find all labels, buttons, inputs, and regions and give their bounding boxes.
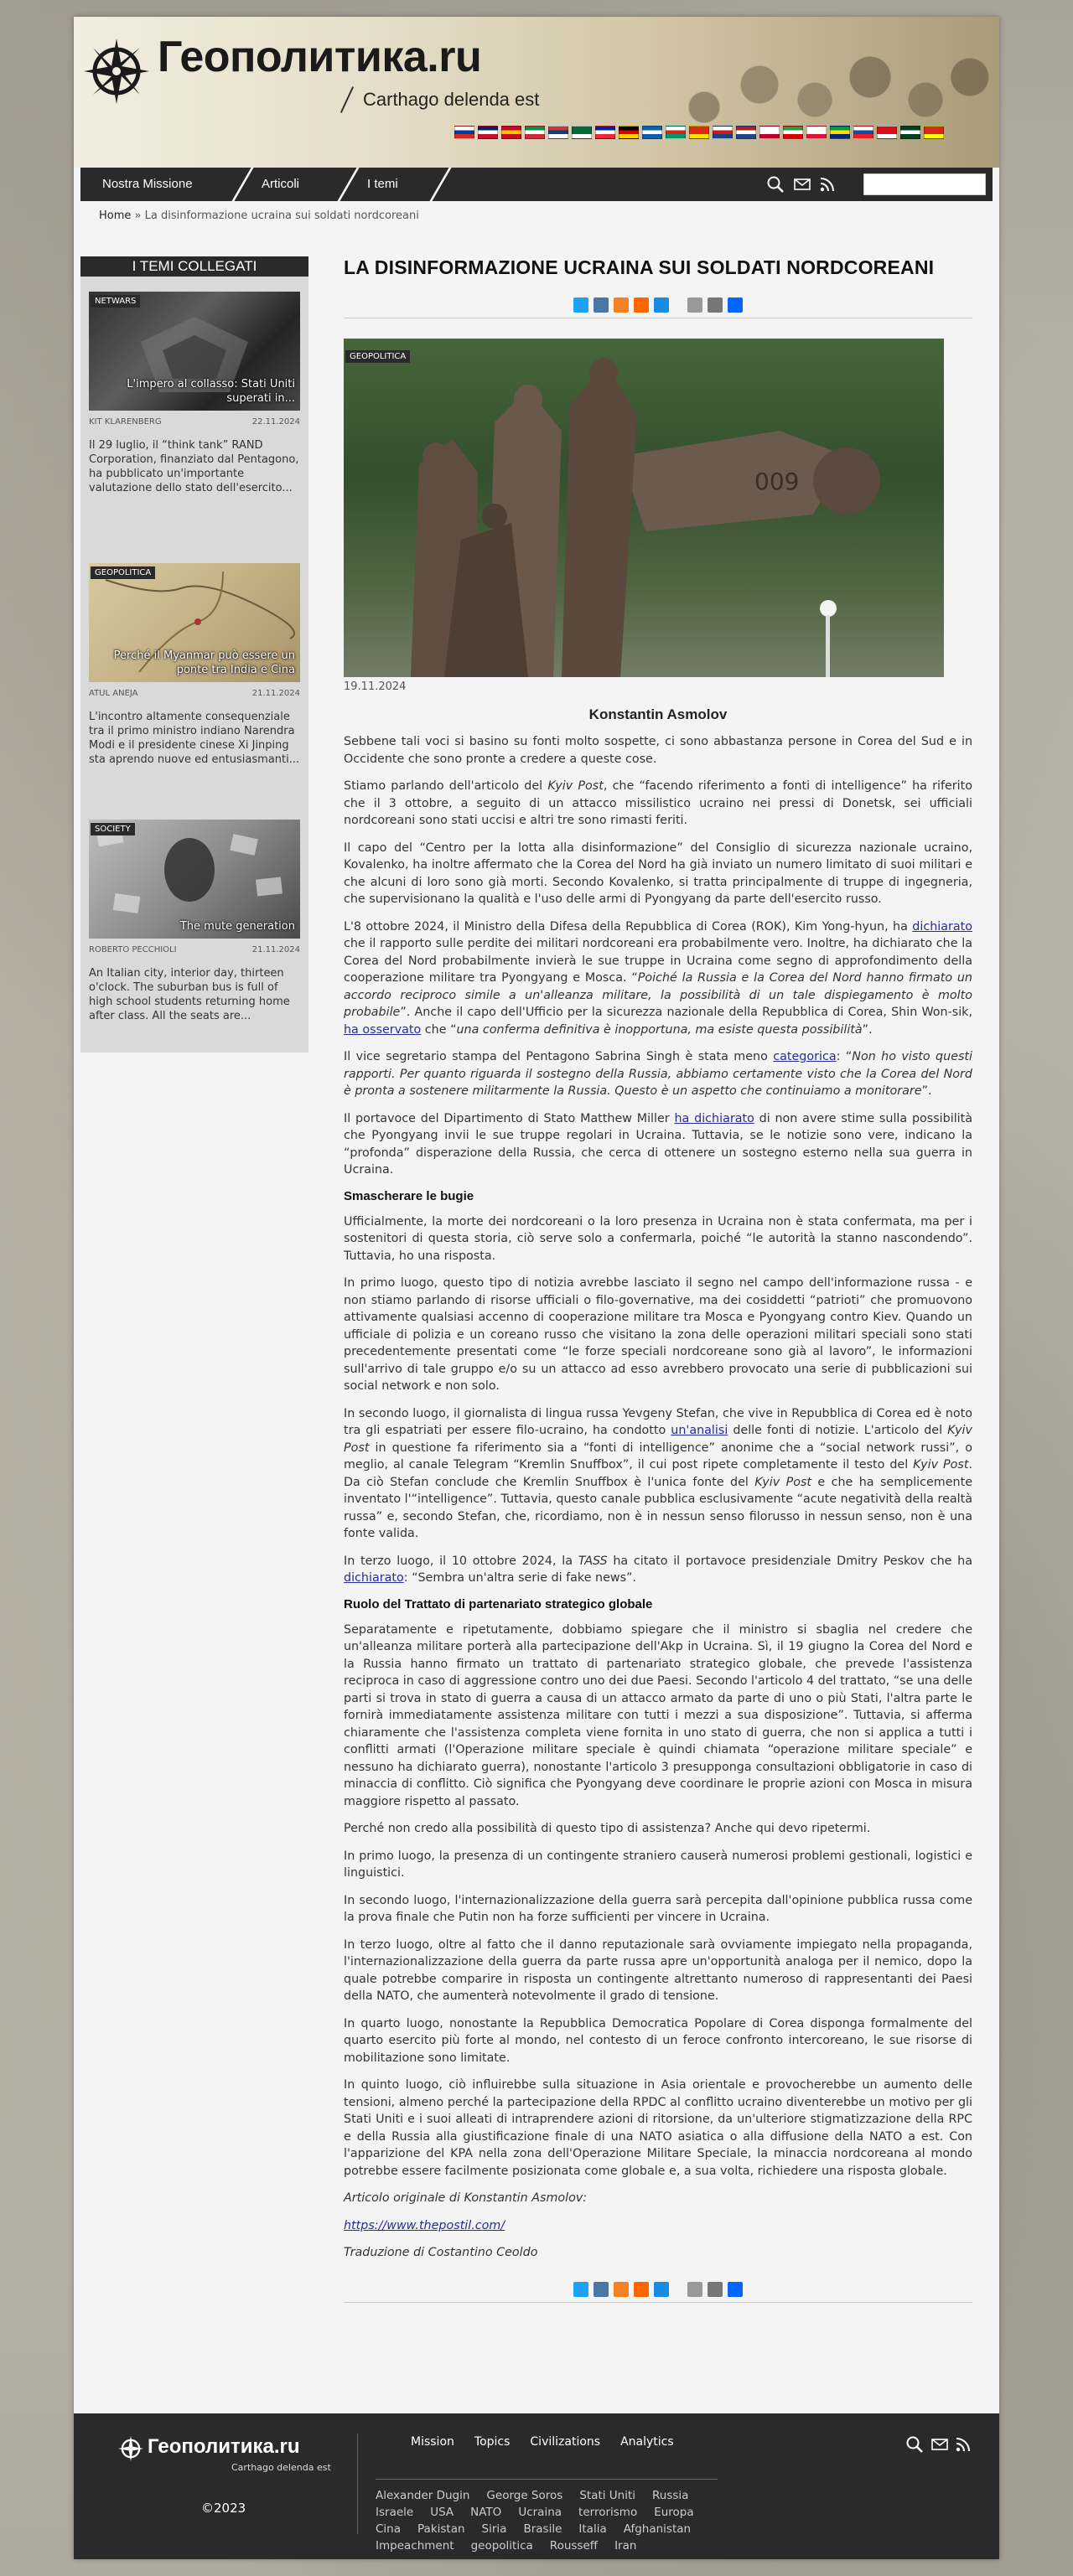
related-card[interactable] bbox=[89, 292, 300, 495]
footer-link-mission[interactable]: Mission bbox=[411, 2435, 454, 2449]
language-flag-icon[interactable] bbox=[501, 126, 521, 139]
share-button-icon[interactable] bbox=[654, 297, 669, 313]
related-card-image[interactable] bbox=[89, 563, 300, 682]
share-button-icon[interactable] bbox=[687, 2282, 702, 2297]
paragraph: L'8 ottobre 2024, il Ministro della Difesa della Repubblica di Corea (ROK), Kim Yong-hyun, ha dichiarato che il rapporto sulle perdite dei militari nordcoreani era probabilmente vero. Inoltre, ha dichiarato che la Corea del Nord probabilmente invierà le sue truppe in Ucraina come segno di approfondimento della cooperazione militare tra Pyongyang e Mosca. “Poiché la Russia e la Corea del Nord hanno firmato un accordo reciproco simile a un'alleanza militare, la possibilità di un tale dispiegamento è molto probabile”. Anche il capo dell'Ufficio per la sicurezza nazionale della Repubblica di Corea, Shin Won-sik, ha osservato che “una conferma definitiva è inopportuna, ma esiste questa possibilità”. bbox=[344, 919, 972, 1037]
footer-tag-link[interactable]: Stati Uniti bbox=[579, 2489, 636, 2502]
breadcrumb bbox=[99, 209, 419, 222]
footer-tag-link[interactable]: Pakistan bbox=[417, 2522, 465, 2536]
share-button-icon[interactable] bbox=[708, 2282, 723, 2297]
paragraph: Sebbene tali voci si basino su fonti molto sospette, ci sono abbastanza persone in Corea del Sud e in Occidente che sono pronte a credere a queste cose. bbox=[344, 735, 972, 766]
footer-tag-link[interactable]: Afghanistan bbox=[623, 2522, 692, 2536]
paragraph: Il vice segretario stampa del Pentagono Sabrina Singh è stata meno categorica: “Non ho visto questi rapporti. Per quanto riguarda il sostegno della Russia, abbiamo certamente visto che la Corea del Nord è pronta a sostenere militarmente la Russia. Questo è un aspetto che continuiamo a monitorare”. bbox=[344, 1050, 973, 1098]
original-article-note: Articolo originale di Konstantin Asmolov: bbox=[344, 2191, 588, 2205]
related-card-title[interactable]: L'impero al collasso: Stati Uniti superati in... bbox=[127, 378, 295, 405]
related-card-excerpt: Il 29 luglio, il “think tank” RAND Corporation, finanziato dal Pentagono, ha pubblicato un'importante valutazione dello stato dell'esercito... bbox=[89, 439, 299, 494]
language-flags bbox=[454, 126, 944, 139]
related-card-image[interactable] bbox=[89, 292, 300, 411]
language-flag-icon[interactable] bbox=[595, 126, 615, 139]
search-input[interactable] bbox=[863, 173, 986, 195]
share-buttons bbox=[344, 297, 972, 313]
footer-tag-link[interactable]: George Soros bbox=[486, 2489, 563, 2502]
footer-tag-link[interactable]: USA bbox=[430, 2506, 454, 2519]
rss-icon[interactable] bbox=[954, 2435, 972, 2454]
paragraph: In primo luogo, questo tipo di notizia avrebbe lasciato il segno nel campo dell'informazione russa - e non stiamo parlando di risorse ufficiali o filo-governative, ma dei cosiddetti “patrioti” che promuovono attivamente qualsiasi accenno di cooperazione militare tra Mosca e Pyongyang contro Kiev. Quando un ufficiale di polizia e un coreano russo che visitano la zona delle operazioni militari speciali sono stati precedentemente presentati come “le forze speciali nordcoreane sono già al lavoro”, le informazioni sull'arrivo di tale gruppo e/o su un attacco ad esso avrebbero provocato una serie di pubblicazioni sui social network e non solo. bbox=[344, 1276, 972, 1393]
section-heading: Ruolo del Trattato di partenariato strategico globale bbox=[344, 1596, 653, 1611]
related-card-excerpt: An Italian city, interior day, thirteen o'clock. The suburban bus is full of high school students returning home after class. All the seats are... bbox=[89, 967, 290, 1022]
language-flag-icon[interactable] bbox=[619, 126, 639, 139]
language-flag-icon[interactable] bbox=[525, 126, 545, 139]
paragraph: In secondo luogo, l'internazionalizzazione della guerra sarà percepita dall'opinione pubblica russa come la prova finale che Putin non ha forze sufficienti per vincere in Ucraina. bbox=[344, 1893, 972, 1924]
language-flag-icon[interactable] bbox=[783, 126, 803, 139]
mail-icon[interactable] bbox=[930, 2435, 949, 2454]
page bbox=[74, 17, 999, 2559]
article-image-tag: GEOPOLITICA bbox=[345, 350, 410, 363]
footer-link-analytics[interactable]: Analytics bbox=[620, 2435, 674, 2449]
language-flag-icon[interactable] bbox=[478, 126, 498, 139]
related-card-image[interactable] bbox=[89, 820, 300, 939]
language-flag-icon[interactable] bbox=[736, 126, 756, 139]
related-card-author: ROBERTO PECCHIOLI bbox=[89, 945, 177, 954]
footer-tag-link[interactable]: Brasile bbox=[523, 2522, 562, 2536]
footer-links bbox=[411, 2435, 674, 2449]
footer-tag-link[interactable]: Cina bbox=[376, 2522, 402, 2536]
footer-tag-link[interactable]: Russia bbox=[652, 2489, 689, 2502]
related-card-excerpt: L'incontro altamente consequenziale tra il primo ministro indiano Narendra Modi e il presidente cinese Xi Jinping sta aprendo nuove ed entusiasmanti... bbox=[89, 711, 300, 766]
article bbox=[344, 256, 972, 2303]
article-date: 19.11.2024 bbox=[344, 680, 407, 693]
site-footer bbox=[74, 2413, 999, 2559]
related-card-date: 21.11.2024 bbox=[251, 689, 300, 698]
related-card[interactable] bbox=[89, 563, 300, 767]
article-author[interactable]: Konstantin Asmolov bbox=[588, 706, 728, 722]
translation-note: Traduzione di Costantino Ceoldo bbox=[344, 2246, 538, 2259]
footer-tag-link[interactable]: Alexander Dugin bbox=[376, 2489, 470, 2502]
language-flag-icon[interactable] bbox=[877, 126, 897, 139]
svg-text:009: 009 bbox=[754, 468, 800, 495]
footer-divider bbox=[376, 2479, 718, 2480]
rss-icon[interactable] bbox=[818, 175, 837, 194]
related-card-tag: GEOPOLITICA bbox=[91, 566, 155, 579]
divider bbox=[344, 2302, 972, 2303]
sidebar-heading: I TEMI COLLEGATI bbox=[80, 256, 308, 277]
paragraph: In primo luogo, la presenza di un contingente straniero causerà numerosi problemi gestionali, logistici e linguistici. bbox=[344, 1849, 972, 1880]
related-card-title[interactable]: Perché il Myanmar può essere un ponte tra India e Cina bbox=[113, 649, 295, 676]
source-link[interactable]: categorica bbox=[773, 1050, 837, 1063]
breadcrumb-separator: » bbox=[134, 209, 142, 222]
share-button-icon[interactable] bbox=[594, 297, 609, 313]
footer-tag-link[interactable]: NATO bbox=[470, 2506, 502, 2519]
source-link[interactable]: dichiarato bbox=[912, 919, 972, 934]
paragraph: Perché non credo alla possibilità di questo tipo di assistenza? Anche qui devo ripetermi. bbox=[344, 1822, 871, 1835]
footer-divider bbox=[357, 2434, 358, 2534]
source-link[interactable]: dichiarato bbox=[344, 1571, 404, 1585]
article-hero-image bbox=[344, 339, 944, 677]
language-flag-icon[interactable] bbox=[642, 126, 662, 139]
share-button-icon[interactable] bbox=[634, 2282, 649, 2297]
nav-separator bbox=[231, 168, 253, 201]
breadcrumb-home-link[interactable]: Home bbox=[99, 209, 132, 222]
footer-tag-link[interactable]: Italia bbox=[578, 2522, 607, 2536]
original-article-link[interactable]: https://www.thepostil.com/ bbox=[344, 2218, 505, 2232]
monument-photo-icon bbox=[344, 339, 944, 677]
paragraph: Separatamente e ripetutamente, dobbiamo spiegare che il ministro si sbaglia nel credere che un'alleanza militare porterà alla partecipazione dell'Akp in Ucraina. Sì, il 19 giugno la Corea del Nord e la Russia hanno firmato un trattato di partenariato strategico globale, che prevede l'assistenza reciproca in caso di aggressione contro uno dei due Paesi. Secondo l'articolo 4 del trattato, “se una delle parti si trova in stato di guerra a causa di un attacco armato da parte di uno o più Stati, l'altra parte le fornirà immediatamente assistenza militare con tutti i mezzi a sua disposizione”. Tuttavia, si afferma chiaramente che l'assistenza completa viene fornita in uno stato di guerra, che non si applica a tutti i conflitti armati (l'Operazione militare speciale è quindi chiamata “operazione militare speciale” e nessuno ha dichiarato guerra), nonostante l'articolo 3 presupponga consultazioni obbligatorie in caso di minaccia di conflitto. Ciò significa che Pyongyang deve coordinare le proprie azioni con Mosca in misura maggiore rispetto al passato. bbox=[344, 1622, 972, 1808]
footer-tagline: Carthago delenda est bbox=[231, 2462, 331, 2473]
footer-tag-link[interactable]: Impeachment bbox=[376, 2539, 454, 2553]
share-button-icon[interactable] bbox=[654, 2282, 669, 2297]
language-flag-icon[interactable] bbox=[666, 126, 686, 139]
language-flag-icon[interactable] bbox=[572, 126, 592, 139]
site-header bbox=[74, 17, 999, 168]
paragraph: In quinto luogo, ciò influirebbe sulla situazione in Asia orientale e provocherebbe un aumento delle tensioni, almeno perché la partecipazione della RPDC al conflitto ucraino diventerebbe un motivo per gli Stati Uniti e i suoi alleati di intraprendere azioni di ritorsione, da un'ulteriore stigmatizzazione della RPC e della Russia alla giustificazione finale di una NATO asiatica o alla diffusione della NATO a est. Con l'apparizione del KPA nella zona dell'Operazione Militare Speciale, la minaccia nordcoreana al mondo potrebbe essere facilmente posizionata come globale e, a sua volta, richiedere una risposta globale. bbox=[344, 2078, 972, 2178]
paragraph: In quarto luogo, nonostante la Repubblica Democratica Popolare di Corea disponga formalmente del quarto esercito più forte al mondo, nel contesto di un feroce confronto intercoreano, le sue risorse di mobilitazione sono limitate. bbox=[344, 2016, 972, 2065]
related-card-meta bbox=[89, 689, 300, 698]
related-card-tag: NETWARS bbox=[91, 295, 140, 308]
nav-separator bbox=[337, 168, 359, 201]
footer-site-title[interactable]: Геополитика.ru bbox=[148, 2435, 300, 2458]
main-navigation bbox=[80, 168, 993, 201]
paragraph: Ufficialmente, la morte dei nordcoreani o la loro presenza in Ucraina non è stata confermata, ma per i sostenitori di questa storia, ciò serve solo a confermarla, poiché “le autorità la stanno nascondendo”. Tuttavia, ho una risposta. bbox=[344, 1214, 972, 1263]
article-title: LA DISINFORMAZIONE UCRAINA SUI SOLDATI NORDCOREANI bbox=[344, 256, 935, 278]
compass-logo-icon[interactable] bbox=[117, 2435, 144, 2462]
paragraph: In terzo luogo, oltre al fatto che il danno reputazionale sarà ovviamente impiegato nella propaganda, l'internazionalizzazione della guerra da parte russa apre un'opportunità analoga per il nemico, dopo la quale potrebbe comparire in risposta un contingente altrettanto numeroso di rappresentanti dei Paesi della NATO, che aumenterà notevolmente il grado di tensione. bbox=[344, 1937, 972, 2003]
footer-tag-link[interactable]: Europa bbox=[654, 2506, 694, 2519]
language-flag-icon[interactable] bbox=[853, 126, 873, 139]
related-card-meta bbox=[89, 417, 300, 427]
footer-copyright: ©2023 bbox=[201, 2501, 246, 2516]
nav-item-articoli[interactable]: Articoli bbox=[262, 177, 300, 191]
source-link[interactable]: un'analisi bbox=[671, 1424, 728, 1437]
footer-link-civilizations[interactable]: Civilizations bbox=[530, 2435, 601, 2449]
related-card-author: KIT KLARENBERG bbox=[89, 417, 162, 427]
section-heading: Smascherare le bugie bbox=[344, 1188, 474, 1203]
language-flag-icon[interactable] bbox=[759, 126, 780, 139]
share-button-icon[interactable] bbox=[634, 297, 649, 313]
search-icon[interactable] bbox=[905, 2435, 924, 2454]
footer-tag-link[interactable]: geopolitica bbox=[470, 2539, 533, 2553]
share-button-icon[interactable] bbox=[687, 297, 702, 313]
footer-tag-link[interactable]: Rousseff bbox=[549, 2539, 599, 2553]
related-card-date: 22.11.2024 bbox=[251, 417, 300, 427]
related-card[interactable] bbox=[89, 820, 300, 1023]
footer-tag-link[interactable]: Israele bbox=[376, 2506, 414, 2519]
tagline-slash bbox=[340, 86, 354, 113]
share-button-icon[interactable] bbox=[573, 297, 588, 313]
language-flag-icon[interactable] bbox=[900, 126, 920, 139]
breadcrumb-current: La disinformazione ucraina sui soldati nordcoreani bbox=[144, 209, 419, 222]
search-icon[interactable] bbox=[766, 175, 785, 194]
footer-tag-cloud bbox=[376, 2487, 728, 2554]
share-button-icon[interactable] bbox=[573, 2282, 588, 2297]
related-topics-sidebar bbox=[80, 256, 308, 1053]
paragraph: In terzo luogo, il 10 ottobre 2024, la TASS ha citato il portavoce presidenziale Dmitry Peskov che ha dichiarato: “Sembra un'altra serie di fake news”. bbox=[344, 1554, 972, 1585]
share-button-icon[interactable] bbox=[708, 297, 723, 313]
footer-tag-link[interactable]: Siria bbox=[481, 2522, 507, 2536]
site-title[interactable]: Геополитика.ru bbox=[158, 33, 482, 81]
source-link[interactable]: ha osservato bbox=[344, 1022, 422, 1037]
compass-logo-icon[interactable] bbox=[82, 37, 151, 106]
language-flag-icon[interactable] bbox=[454, 126, 474, 139]
language-flag-icon[interactable] bbox=[713, 126, 733, 139]
related-card-author: ATUL ANEJA bbox=[89, 689, 138, 698]
language-flag-icon[interactable] bbox=[806, 126, 827, 139]
footer-link-topics[interactable]: Topics bbox=[474, 2435, 511, 2449]
share-button-icon[interactable] bbox=[594, 2282, 609, 2297]
paragraph: Il portavoce del Dipartimento di Stato Matthew Miller ha dichiarato di non avere stime sulla possibilità che Pyongyang invii le sue truppe regolari in Ucraina. Tuttavia, se le notizie sono vere, indicano la “profonda” disperazione della Russia, che cerca di ottenere un sostegno esterno nella sua guerra in Ucraina. bbox=[344, 1111, 973, 1177]
nav-separator bbox=[429, 168, 451, 201]
nav-item-i-temi[interactable]: I temi bbox=[367, 177, 398, 191]
paragraph: Il capo del “Centro per la lotta alla disinformazione” del Consiglio di sicurezza nazionale ucraino, Kovalenko, ha inoltre affermato che la Corea del Nord ha già inviato un numero limitato di suoi militari e che alcuni di loro sono già morti. Secondo Kovalenko, si tratta principalmente di truppe di ingegneria, che supervisionano la qualità e l'uso delle armi di Pyongyang da parte dell'esercito russo. bbox=[344, 841, 972, 906]
site-tagline: Carthago delenda est bbox=[363, 89, 540, 110]
language-flag-icon[interactable] bbox=[689, 126, 709, 139]
language-flag-icon[interactable] bbox=[830, 126, 850, 139]
paragraph: In secondo luogo, il giornalista di lingua russa Yevgeny Stefan, che vive in Repubblica di Corea ed è noto tra gli espatriati per essere filo-ucraino, ha condotto un'analisi delle fonti di notizie. L'articolo del Kyiv Post in questione fa riferimento sia a “fonti di intelligence” anonime che a “social network russi”, o meglio, al canale Telegram “Kremlin Snuffbox”, il cui post ripete completamente il testo del Kyiv Post. Da ciò Stefan conclude che Kremlin Snuffbox è l'unica fonte del Kyiv Post e che ha semplicemente inventato l'“intelligence”. Tuttavia, questo canale pubblica esclusivamente “acute negatività della realtà russa” e, secondo Stefan, che, ricordiamo, non è in nessun senso filorusso in nessun senso, non è una fonte valida. bbox=[344, 1406, 972, 1540]
related-card-title[interactable]: The mute generation bbox=[179, 920, 295, 933]
nav-item-nostra-missione[interactable]: Nostra Missione bbox=[102, 177, 193, 191]
chess-pieces-decoration bbox=[630, 17, 999, 168]
language-flag-icon[interactable] bbox=[924, 126, 944, 139]
share-button-icon[interactable] bbox=[614, 297, 629, 313]
share-buttons-bottom bbox=[344, 2282, 972, 2297]
source-link[interactable]: ha dichiarato bbox=[674, 1111, 754, 1125]
related-card-tag: SOCIETY bbox=[91, 823, 135, 835]
related-card-meta bbox=[89, 945, 300, 954]
original-article-link-row bbox=[344, 2217, 972, 2235]
related-card-date: 21.11.2024 bbox=[251, 945, 300, 954]
paragraph: Stiamo parlando dell'articolo del Kyiv Post, che “facendo riferimento a fonti di intelligence” ha riferito che il 3 ottobre, a seguito di un attacco missilistico ucraino nei pressi di Donetsk, sei ufficiali nordcoreani sono stati uccisi e altri tre sono rimasti feriti. bbox=[344, 779, 972, 827]
share-button-icon[interactable] bbox=[614, 2282, 629, 2297]
mail-icon[interactable] bbox=[793, 175, 811, 194]
share-button-icon[interactable] bbox=[728, 2282, 743, 2297]
footer-tag-link[interactable]: Iran bbox=[614, 2539, 637, 2553]
share-button-icon[interactable] bbox=[728, 297, 743, 313]
language-flag-icon[interactable] bbox=[548, 126, 568, 139]
footer-tag-link[interactable]: terrorismo bbox=[578, 2506, 638, 2519]
article-body bbox=[344, 733, 972, 2262]
footer-tag-link[interactable]: Ucraina bbox=[518, 2506, 562, 2519]
